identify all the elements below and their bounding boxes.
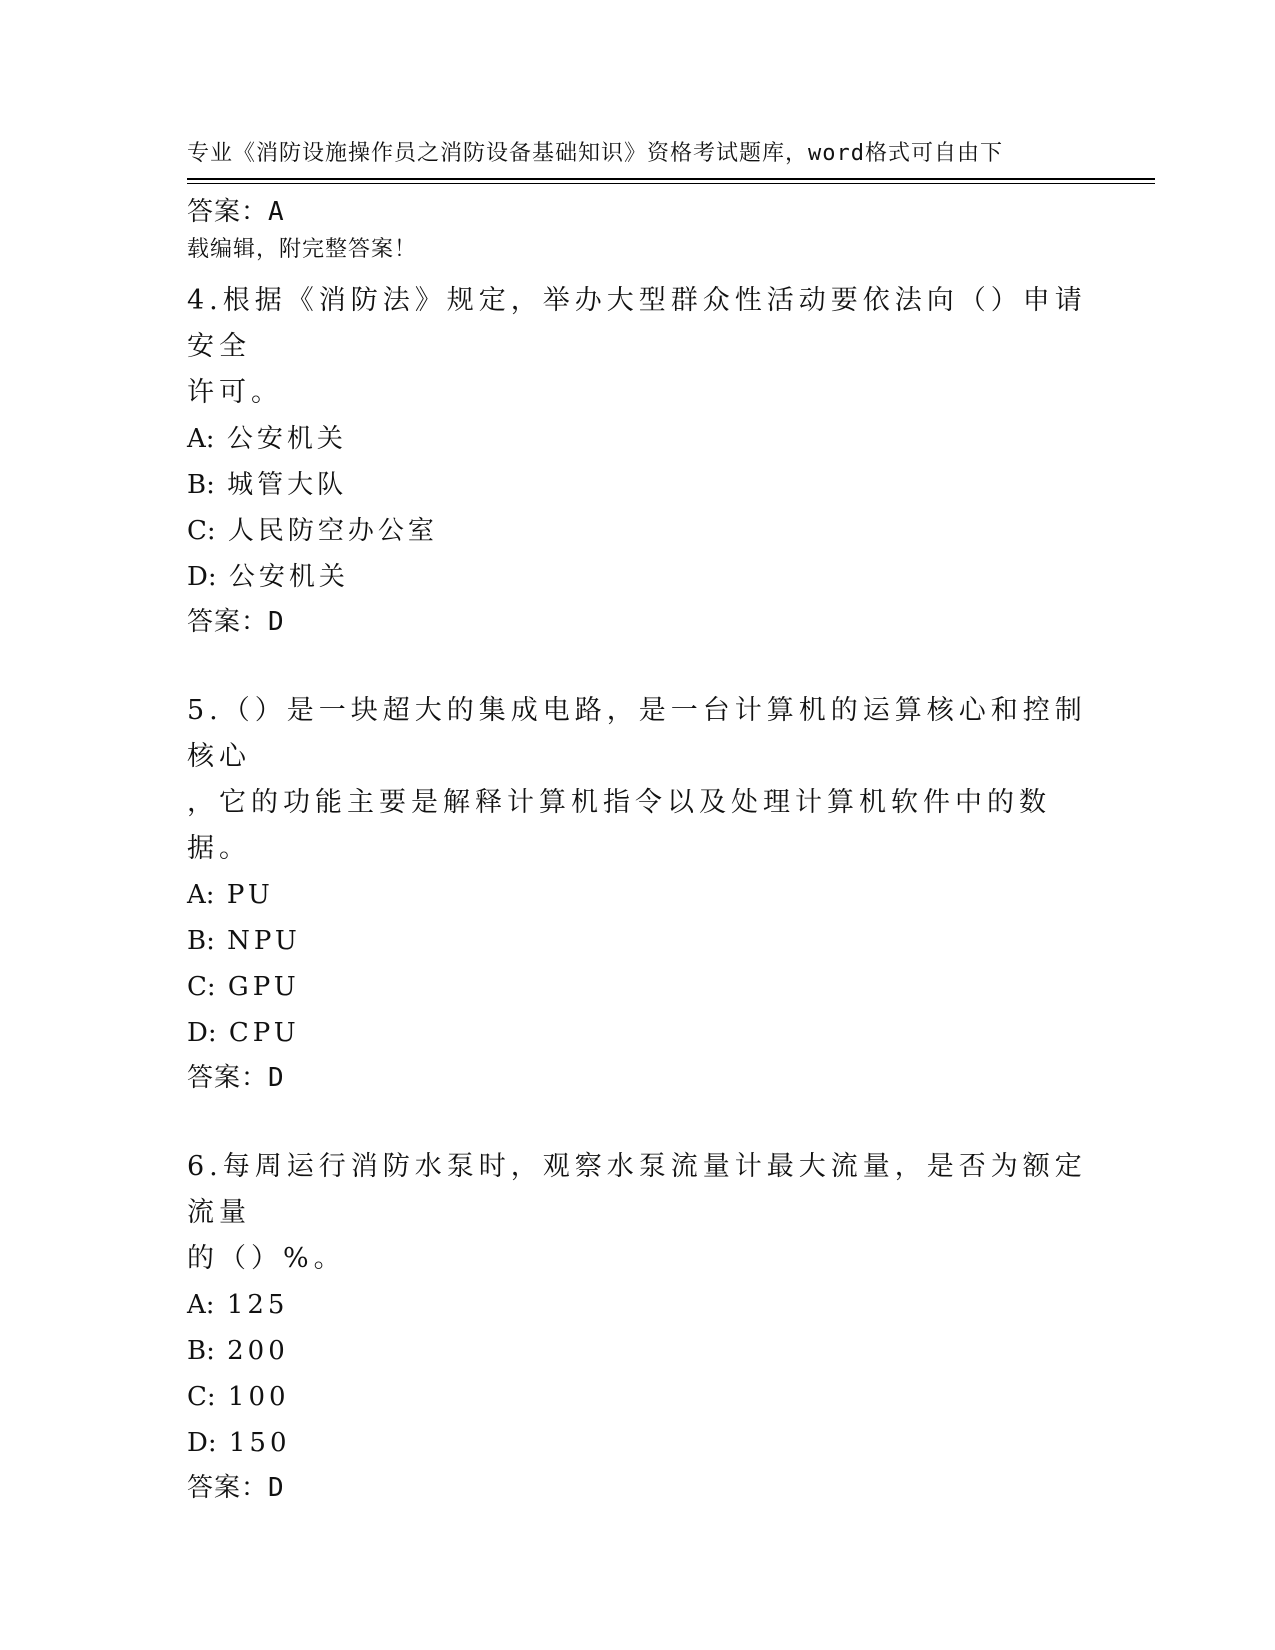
header-line-1: 专业《消防设施操作员之消防设备基础知识》资格考试题库，word格式可自由下 (187, 141, 1003, 166)
option-key: A: (187, 1290, 215, 1320)
question-text-line: 5.（）是一块超大的集成电路，是一台计算机的运算核心和控制核心 (187, 695, 1087, 772)
option-text: PU (226, 880, 274, 910)
option-key: C: (187, 516, 216, 546)
option-b (187, 918, 1087, 964)
option-text: 200 (227, 1336, 289, 1366)
answer-line: 答案：D (187, 1063, 285, 1093)
option-a (187, 1282, 1087, 1328)
answer-line: 答案：D (187, 1473, 285, 1503)
option-d (187, 554, 1087, 600)
option-key: D: (187, 1018, 217, 1048)
question-text-line: 6.每周运行消防水泵时，观察水泵流量计最大流量，是否为额定流量 (187, 1151, 1087, 1228)
question-text-line: 许可。 (187, 377, 283, 408)
option-c (187, 508, 1087, 554)
header-line-2: 载编辑，附完整答案！ (187, 237, 418, 262)
option-text: 150 (228, 1428, 291, 1458)
option-text: GPU (227, 972, 300, 1002)
option-key: C: (187, 972, 216, 1002)
option-c (187, 964, 1087, 1010)
header-rule-thin (187, 183, 1155, 184)
option-key: D: (187, 562, 217, 592)
option-text: 公安机关 (228, 562, 349, 592)
option-text: 公安机关 (226, 424, 347, 454)
question-block (187, 1144, 1087, 1510)
option-a (187, 872, 1087, 918)
question-text-line: ，它的功能主要是解释计算机指令以及处理计算机软件中的数据。 (187, 787, 1051, 864)
question-block (187, 688, 1087, 1100)
option-key: D: (187, 1428, 217, 1458)
option-text: 城管大队 (227, 470, 348, 500)
option-text: CPU (228, 1018, 300, 1048)
option-d (187, 1420, 1087, 1466)
answer-line: 答案：D (187, 607, 285, 637)
option-b (187, 1328, 1087, 1374)
answer-line: 答案：A (187, 197, 285, 227)
option-key: B: (187, 1336, 215, 1366)
option-b (187, 462, 1087, 508)
option-text: 100 (227, 1382, 290, 1412)
option-text: 人民防空办公室 (227, 516, 438, 546)
option-c (187, 1374, 1087, 1420)
option-key: C: (187, 1382, 216, 1412)
option-key: B: (187, 926, 215, 956)
option-d (187, 1010, 1087, 1056)
option-text: 125 (226, 1290, 289, 1320)
document-body (187, 190, 1087, 1510)
option-key: A: (187, 880, 215, 910)
option-key: A: (187, 424, 215, 454)
question-text-line: 4.根据《消防法》规定，举办大型群众性活动要依法向（）申请安全 (187, 285, 1087, 362)
header-rule-thick (187, 178, 1155, 180)
option-key: B: (187, 470, 215, 500)
option-text: NPU (227, 926, 301, 956)
option-a (187, 416, 1087, 462)
question-text-line: 的（）%。 (187, 1243, 346, 1274)
question-block (187, 278, 1087, 644)
